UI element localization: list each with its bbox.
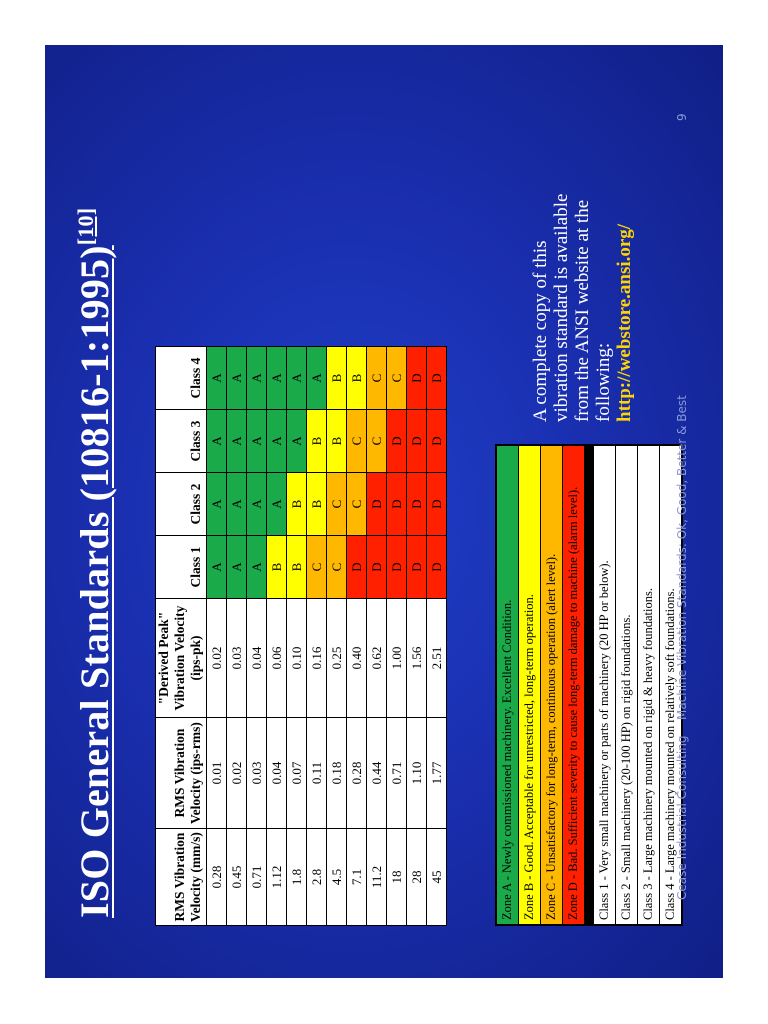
peak-ips-cell: 0.40 <box>347 599 367 718</box>
rms-mms-cell: 1.8 <box>287 829 307 926</box>
legend-divider <box>585 446 594 924</box>
zone-cell-class-2: A <box>207 473 227 536</box>
zone-cell-class-4: B <box>327 347 347 410</box>
zone-cell-class-4: B <box>347 347 367 410</box>
zone-cell-class-4: A <box>287 347 307 410</box>
header-rms-ips: RMS Vibration Velocity (ips-rms) <box>156 718 207 829</box>
footer-slide-title: Machine Vibration Standards: Ok, Good, Better & Best <box>675 395 689 720</box>
zone-cell-class-1: A <box>247 536 267 599</box>
rms-ips-cell: 0.44 <box>367 718 387 829</box>
peak-ips-cell: 0.04 <box>247 599 267 718</box>
peak-ips-cell: 1.00 <box>387 599 407 718</box>
zone-cell-class-4: A <box>307 347 327 410</box>
table-row <box>207 347 227 926</box>
rms-ips-cell: 0.01 <box>207 718 227 829</box>
zone-cell-class-1: D <box>367 536 387 599</box>
rms-mms-cell: 45 <box>427 829 447 926</box>
peak-ips-cell: 0.06 <box>267 599 287 718</box>
legend-box <box>495 444 683 926</box>
rms-mms-cell: 11.2 <box>367 829 387 926</box>
zone-cell-class-2: C <box>347 473 367 536</box>
zone-cell-class-2: D <box>387 473 407 536</box>
table-row <box>287 347 307 926</box>
header-rms-mms: RMS Vibration Velocity (mm/s) <box>156 829 207 926</box>
table-row <box>327 347 347 926</box>
legend-class-2: Class 2 - Small machinery (20-100 HP) on rigid foundations. <box>616 446 638 924</box>
rms-mms-cell: 0.71 <box>247 829 267 926</box>
peak-ips-cell: 0.03 <box>227 599 247 718</box>
rms-ips-cell: 0.02 <box>227 718 247 829</box>
slide-frame <box>45 45 723 978</box>
zone-cell-class-3: A <box>227 410 247 473</box>
zone-cell-class-1: B <box>267 536 287 599</box>
rms-ips-cell: 0.11 <box>307 718 327 829</box>
rms-ips-cell: 0.71 <box>387 718 407 829</box>
table-row <box>387 347 407 926</box>
zone-cell-class-1: D <box>347 536 367 599</box>
zone-cell-class-2: D <box>427 473 447 536</box>
peak-ips-cell: 0.16 <box>307 599 327 718</box>
zone-cell-class-2: A <box>267 473 287 536</box>
zone-cell-class-3: A <box>247 410 267 473</box>
header-class-1: Class 1 <box>156 536 207 599</box>
zone-cell-class-3: D <box>387 410 407 473</box>
zone-cell-class-2: B <box>287 473 307 536</box>
legend-zone-a: Zone A - Newly commissioned machinery. Excellent Condition. <box>497 446 519 924</box>
zone-cell-class-3: A <box>207 410 227 473</box>
page-number: 9 <box>675 113 689 121</box>
title-text: ISO General Standards (10816-1:1995) <box>72 245 117 918</box>
zone-cell-class-4: A <box>267 347 287 410</box>
rms-ips-cell: 0.04 <box>267 718 287 829</box>
legend-zone-d: Zone D - Bad. Sufficient severity to cause long-term damage to machine (alarm level). <box>563 446 585 924</box>
zone-cell-class-4: D <box>407 347 427 410</box>
zone-cell-class-3: C <box>367 410 387 473</box>
table-row <box>367 347 387 926</box>
ansi-note <box>530 172 635 422</box>
header-class-2: Class 2 <box>156 473 207 536</box>
iso-vibration-table <box>155 346 447 926</box>
rms-mms-cell: 4.5 <box>327 829 347 926</box>
zone-cell-class-2: A <box>247 473 267 536</box>
rms-mms-cell: 7.1 <box>347 829 367 926</box>
zone-cell-class-2: C <box>327 473 347 536</box>
rms-ips-cell: 0.28 <box>347 718 367 829</box>
ansi-link[interactable]: http://webstore.ansi.org/ <box>614 223 635 422</box>
zone-cell-class-4: D <box>427 347 447 410</box>
legend-class-1: Class 1 - Very small machinery or parts of machinery (20 HP or below). <box>594 446 616 924</box>
zone-cell-class-4: A <box>207 347 227 410</box>
footer-company: Cease Industrial Consulting <box>675 735 689 900</box>
legend-zone-b: Zone B - Good. Acceptable for unrestricted, long-term operation. <box>519 446 541 924</box>
rms-ips-cell: 0.03 <box>247 718 267 829</box>
zone-cell-class-1: D <box>427 536 447 599</box>
peak-ips-cell: 0.25 <box>327 599 347 718</box>
rms-mms-cell: 0.45 <box>227 829 247 926</box>
slide-title <box>71 208 118 918</box>
rms-mms-cell: 28 <box>407 829 427 926</box>
rms-ips-cell: 1.10 <box>407 718 427 829</box>
zone-cell-class-3: B <box>307 410 327 473</box>
zone-cell-class-1: C <box>307 536 327 599</box>
zone-cell-class-2: A <box>227 473 247 536</box>
rms-mms-cell: 1.12 <box>267 829 287 926</box>
peak-ips-cell: 0.02 <box>207 599 227 718</box>
rms-ips-cell: 1.77 <box>427 718 447 829</box>
legend-class-3: Class 3 - Large machinery mounted on rigid & heavy foundations. <box>638 446 660 924</box>
legend-class-4: Class 4 - Large machinery mounted on relatively soft foundations. <box>660 446 681 924</box>
title-reference: [10] <box>73 207 98 246</box>
zone-cell-class-3: A <box>267 410 287 473</box>
zone-cell-class-2: B <box>307 473 327 536</box>
zone-cell-class-1: A <box>207 536 227 599</box>
zone-cell-class-4: C <box>367 347 387 410</box>
ansi-note-text: A complete copy of this vibration standard is available from the ANSI website at the following: <box>530 193 614 422</box>
zone-cell-class-1: D <box>387 536 407 599</box>
zone-cell-class-3: D <box>407 410 427 473</box>
zone-cell-class-4: C <box>387 347 407 410</box>
peak-ips-cell: 0.10 <box>287 599 307 718</box>
zone-cell-class-3: B <box>327 410 347 473</box>
header-class-4: Class 4 <box>156 347 207 410</box>
peak-ips-cell: 2.51 <box>427 599 447 718</box>
zone-cell-class-3: C <box>347 410 367 473</box>
table-row <box>427 347 447 926</box>
zone-cell-class-1: D <box>407 536 427 599</box>
legend-zone-c: Zone C - Unsatisfactory for long-term, continuous operation (alert level). <box>541 446 563 924</box>
zone-cell-class-2: D <box>407 473 427 536</box>
zone-cell-class-3: A <box>287 410 307 473</box>
rms-ips-cell: 0.07 <box>287 718 307 829</box>
header-peak-ips: "Derived Peak" Vibration Velocity (ips-pk) <box>156 599 207 718</box>
rms-mms-cell: 0.28 <box>207 829 227 926</box>
zone-cell-class-1: C <box>327 536 347 599</box>
zone-cell-class-3: D <box>427 410 447 473</box>
table-row <box>407 347 427 926</box>
slide <box>45 45 723 978</box>
zone-cell-class-1: B <box>287 536 307 599</box>
zone-cell-class-4: A <box>247 347 267 410</box>
zone-cell-class-4: A <box>227 347 247 410</box>
rms-mms-cell: 2.8 <box>307 829 327 926</box>
zone-cell-class-2: D <box>367 473 387 536</box>
peak-ips-cell: 1.56 <box>407 599 427 718</box>
table-row <box>227 347 247 926</box>
rms-mms-cell: 18 <box>387 829 407 926</box>
header-class-3: Class 3 <box>156 410 207 473</box>
zone-cell-class-1: A <box>227 536 247 599</box>
table-body <box>207 347 447 926</box>
table-row <box>267 347 287 926</box>
peak-ips-cell: 0.62 <box>367 599 387 718</box>
table-header-row <box>156 347 207 926</box>
rms-ips-cell: 0.18 <box>327 718 347 829</box>
table-row <box>247 347 267 926</box>
table-row <box>307 347 327 926</box>
table-row <box>347 347 367 926</box>
